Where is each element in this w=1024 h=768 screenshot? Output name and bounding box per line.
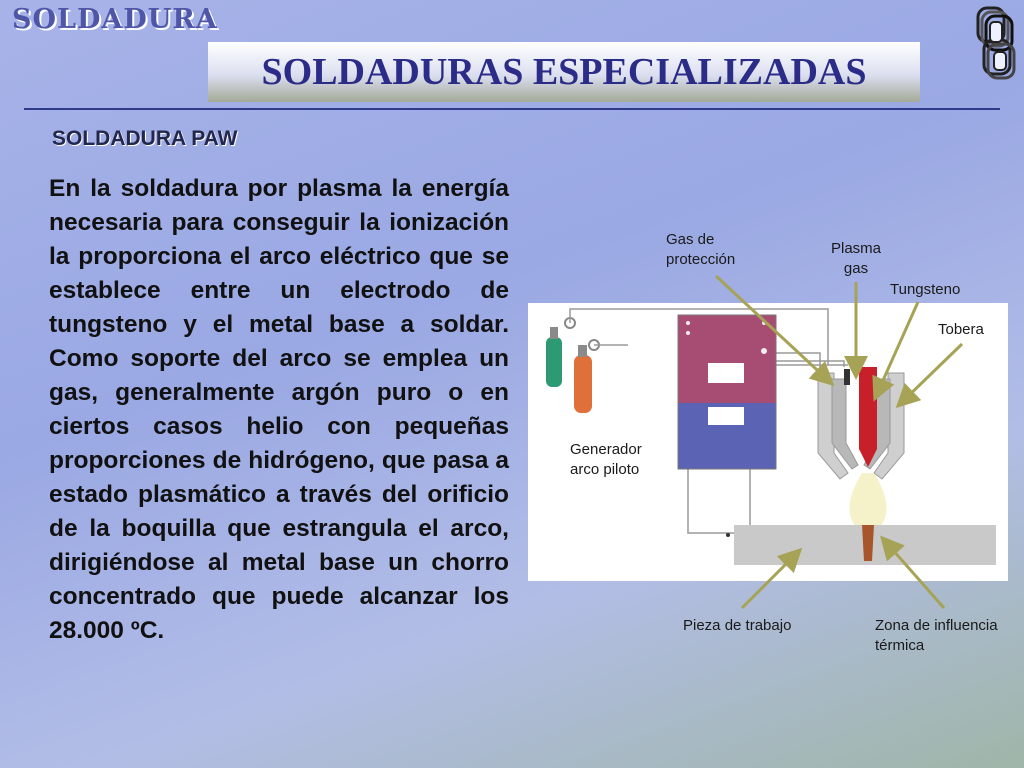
title-banner <box>208 42 920 102</box>
label-pieza-trabajo: Pieza de trabajo <box>683 617 792 634</box>
label-tobera: Tobera <box>938 321 984 338</box>
label-plasma-gas: Plasma gas <box>830 240 882 277</box>
label-zona-influencia: Zona de influencia térmica <box>875 617 998 654</box>
label-gas-proteccion: Gas de protección <box>666 231 736 268</box>
body-paragraph: En la soldadura por plasma la energía necesaria para conseguir la ionización la proporciona el arco eléctrico que se establece entre un electrodo de tungsteno y el metal base a soldar. Como soporte del arco se emplea un gas, generalmente argón puro o en ciertos casos helio con pequeñas proporciones de hidrógeno, que pasa a estado plasmático a través del orificio de la boquilla que estrangula el arco, dirigiéndose al metal base un chorro concentrado que puede alcanzar los 28.000 ºC. <box>49 175 509 644</box>
page-title: SOLDADURAS ESPECIALIZADAS <box>261 51 867 93</box>
gas-cylinders <box>546 318 599 413</box>
header-divider <box>24 108 1000 110</box>
label-tungsteno: Tungsteno <box>890 281 961 298</box>
section-heading: SOLDADURA PAW <box>52 127 238 150</box>
brand-title: SOLDADURA <box>12 4 218 35</box>
label-generador: Generador arco piloto <box>570 441 642 478</box>
chain-links-logo-icon <box>974 4 1018 82</box>
